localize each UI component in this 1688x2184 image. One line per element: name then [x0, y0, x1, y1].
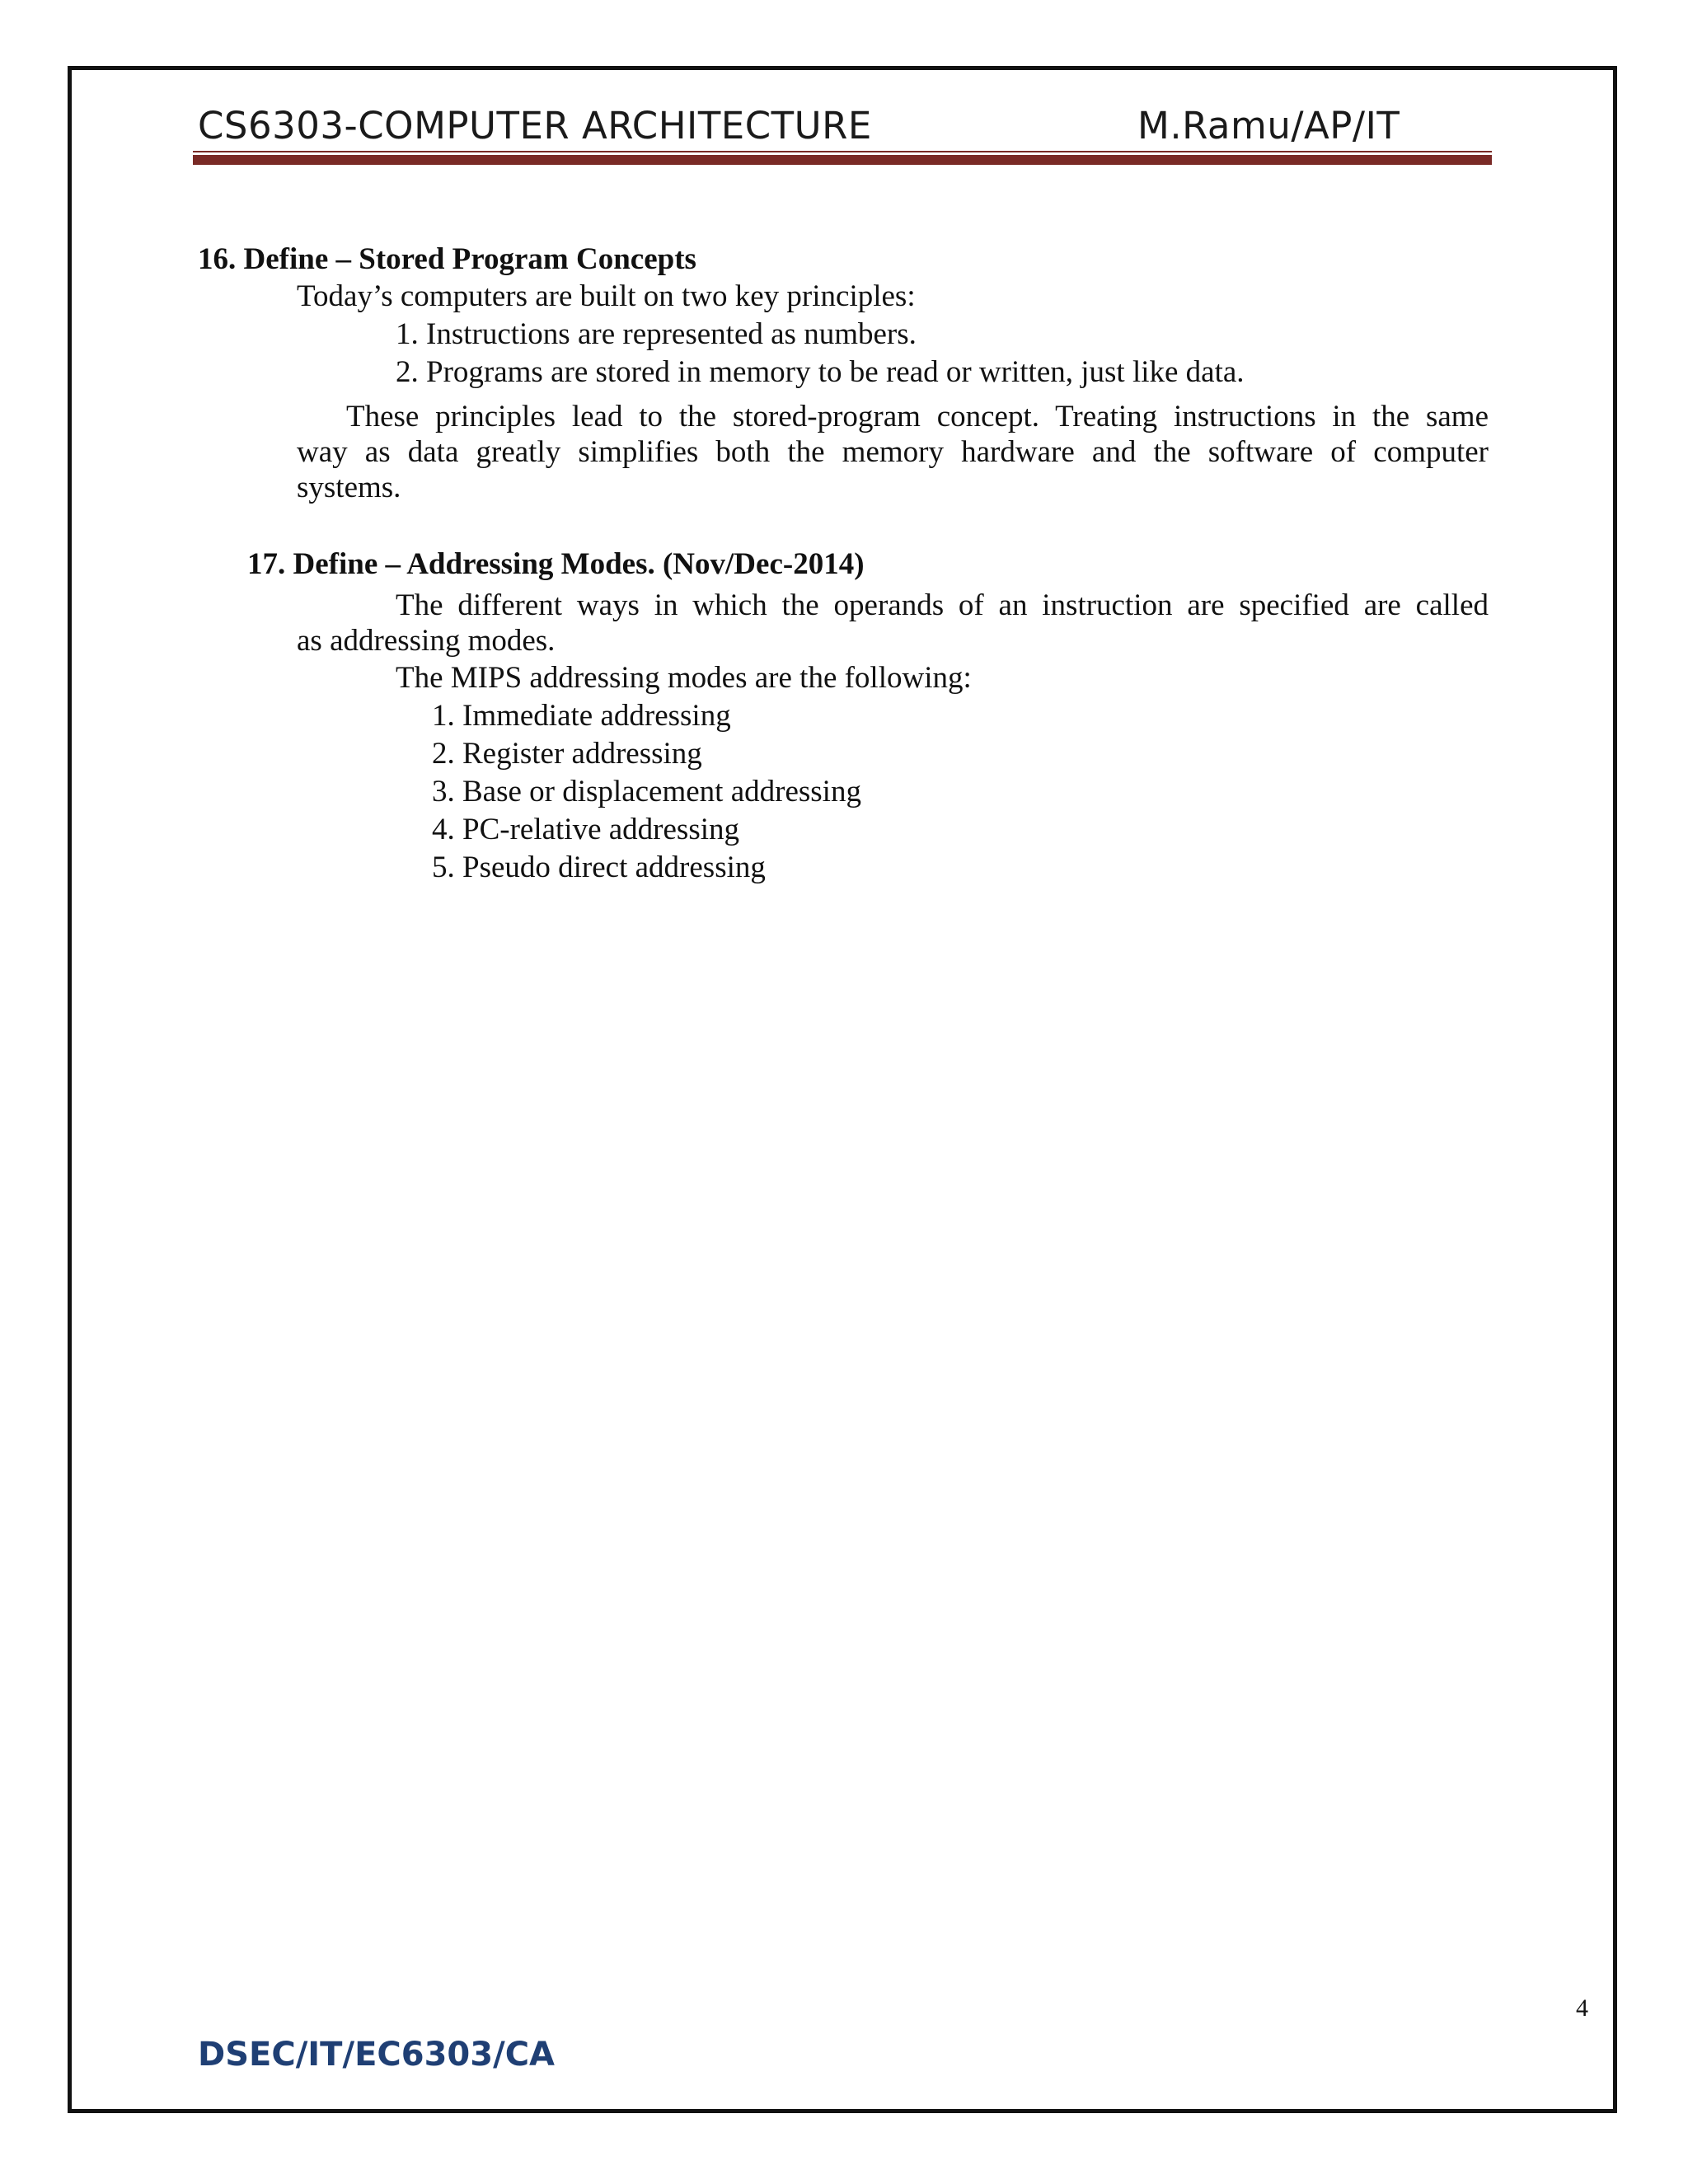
- q17-title: 17. Define – Addressing Modes. (Nov/Dec-2014): [247, 547, 865, 581]
- q16-para-line-3: systems.: [297, 471, 401, 504]
- page-number: 4: [1576, 1994, 1588, 2022]
- q16-para-line-1: These principles lead to the stored-program concept. Treating instructions in the same: [346, 400, 1489, 434]
- author-label: M.Ramu/AP/IT: [1137, 104, 1400, 148]
- q16-point-1: 1. Instructions are represented as numbers.: [396, 317, 917, 351]
- q17-mode-5: 5. Pseudo direct addressing: [432, 851, 766, 884]
- header-rule: [193, 155, 1492, 165]
- page-header: [196, 97, 1490, 163]
- course-title: CS6303-COMPUTER ARCHITECTURE: [198, 104, 872, 148]
- header-rule-thin: [193, 151, 1492, 152]
- q16-title: 16. Define – Stored Program Concepts: [198, 242, 696, 276]
- q17-mode-4: 4. PC-relative addressing: [432, 813, 739, 846]
- q16-para-line-2: way as data greatly simplifies both the memory hardware and the software of computer: [297, 435, 1489, 469]
- footer-code: DSEC/IT/EC6303/CA: [198, 2036, 556, 2074]
- q17-mode-1: 1. Immediate addressing: [432, 699, 731, 733]
- q16-intro: Today’s computers are built on two key principles:: [297, 279, 916, 313]
- q17-mode-3: 3. Base or displacement addressing: [432, 775, 861, 808]
- q17-para-line-1: The different ways in which the operands of an instruction are specified are called: [396, 588, 1489, 622]
- q16-point-2: 2. Programs are stored in memory to be read or written, just like data.: [396, 355, 1245, 389]
- q17-mode-2: 2. Register addressing: [432, 737, 702, 771]
- q17-para-line-2: as addressing modes.: [297, 624, 556, 658]
- q17-list-intro: The MIPS addressing modes are the following:: [396, 661, 972, 695]
